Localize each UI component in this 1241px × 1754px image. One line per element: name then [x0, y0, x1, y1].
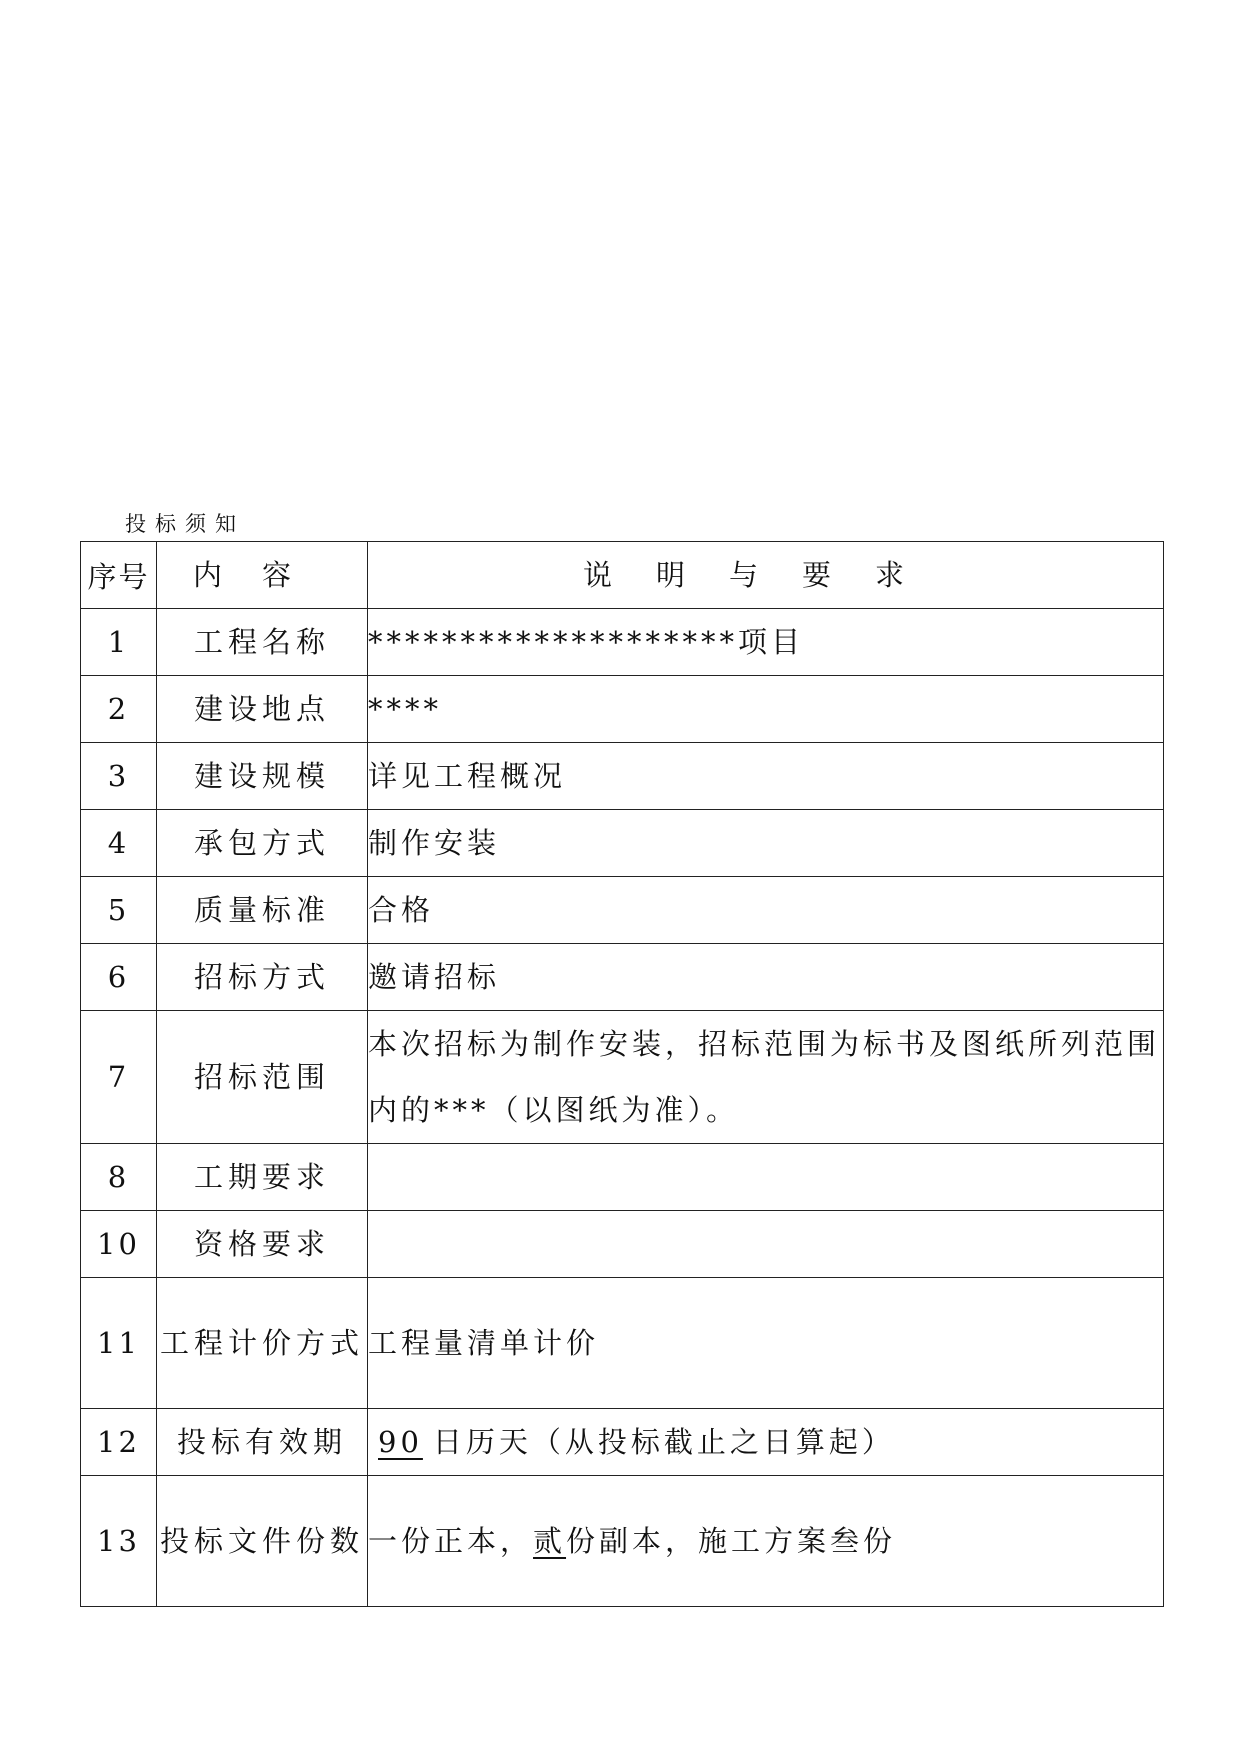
- table-row: [81, 1476, 1164, 1607]
- row-no: 12: [81, 1409, 157, 1476]
- bidding-notice-table: [80, 541, 1164, 1607]
- row-item: 承包方式: [157, 810, 368, 877]
- row-item: 投标有效期: [157, 1409, 368, 1476]
- row-desc: 详见工程概况: [368, 743, 1164, 810]
- row-no: 13: [81, 1476, 157, 1607]
- table-row: [81, 1278, 1164, 1409]
- row-desc: 邀请招标: [368, 944, 1164, 1011]
- row-no: 11: [81, 1278, 157, 1409]
- table-row: [81, 1211, 1164, 1278]
- row-item: 工程计价方式: [157, 1278, 368, 1409]
- table-header-row: [81, 542, 1164, 609]
- row-desc: 本次招标为制作安装，招标范围为标书及图纸所列范围内的***（以图纸为准）。: [368, 1011, 1164, 1144]
- row-desc: [368, 1144, 1164, 1211]
- row-desc: ****: [368, 676, 1164, 743]
- row-no: 8: [81, 1144, 157, 1211]
- row-item: 资格要求: [157, 1211, 368, 1278]
- header-no: 序号: [81, 542, 157, 609]
- table-row: [81, 609, 1164, 676]
- table-row: [81, 877, 1164, 944]
- row-desc: 工程量清单计价: [368, 1278, 1164, 1409]
- row-item: 建设规模: [157, 743, 368, 810]
- table-row: [81, 1011, 1164, 1144]
- table-row: [81, 810, 1164, 877]
- row-item: 质量标准: [157, 877, 368, 944]
- row-desc: 合格: [368, 877, 1164, 944]
- row-item: 招标方式: [157, 944, 368, 1011]
- table-row: [81, 944, 1164, 1011]
- table-row: [81, 743, 1164, 810]
- row-item: 工期要求: [157, 1144, 368, 1211]
- table-row: [81, 1409, 1164, 1476]
- row-no: 1: [81, 609, 157, 676]
- row-item: 建设地点: [157, 676, 368, 743]
- document-heading: 投标须知: [125, 512, 245, 536]
- row-no: 2: [81, 676, 157, 743]
- validity-days-text: 日历天（从投标截止之日算起）: [432, 1425, 895, 1459]
- row-no: 7: [81, 1011, 157, 1144]
- row-no: 4: [81, 810, 157, 877]
- copies-text-pre: 一份正本，: [368, 1524, 534, 1558]
- row-desc: [368, 1476, 1164, 1607]
- row-item: 招标范围: [157, 1011, 368, 1144]
- table-row: [81, 676, 1164, 743]
- copies-underlined-count: 贰: [533, 1524, 567, 1558]
- row-no: 5: [81, 877, 157, 944]
- row-no: 10: [81, 1211, 157, 1278]
- row-desc: [368, 1211, 1164, 1278]
- header-item: 内容: [157, 542, 368, 609]
- row-item: 工程名称: [157, 609, 368, 676]
- row-item: 投标文件份数: [157, 1476, 368, 1607]
- row-desc: 制作安装: [368, 810, 1164, 877]
- table-row: [81, 1144, 1164, 1211]
- row-no: 3: [81, 743, 157, 810]
- row-desc: ********************项目: [368, 609, 1164, 676]
- header-desc: 说明与要求: [368, 542, 1164, 609]
- copies-text-post: 份副本，施工方案叁份: [566, 1524, 897, 1558]
- row-desc: [368, 1409, 1164, 1476]
- row-no: 6: [81, 944, 157, 1011]
- validity-days-value: 90: [378, 1425, 423, 1459]
